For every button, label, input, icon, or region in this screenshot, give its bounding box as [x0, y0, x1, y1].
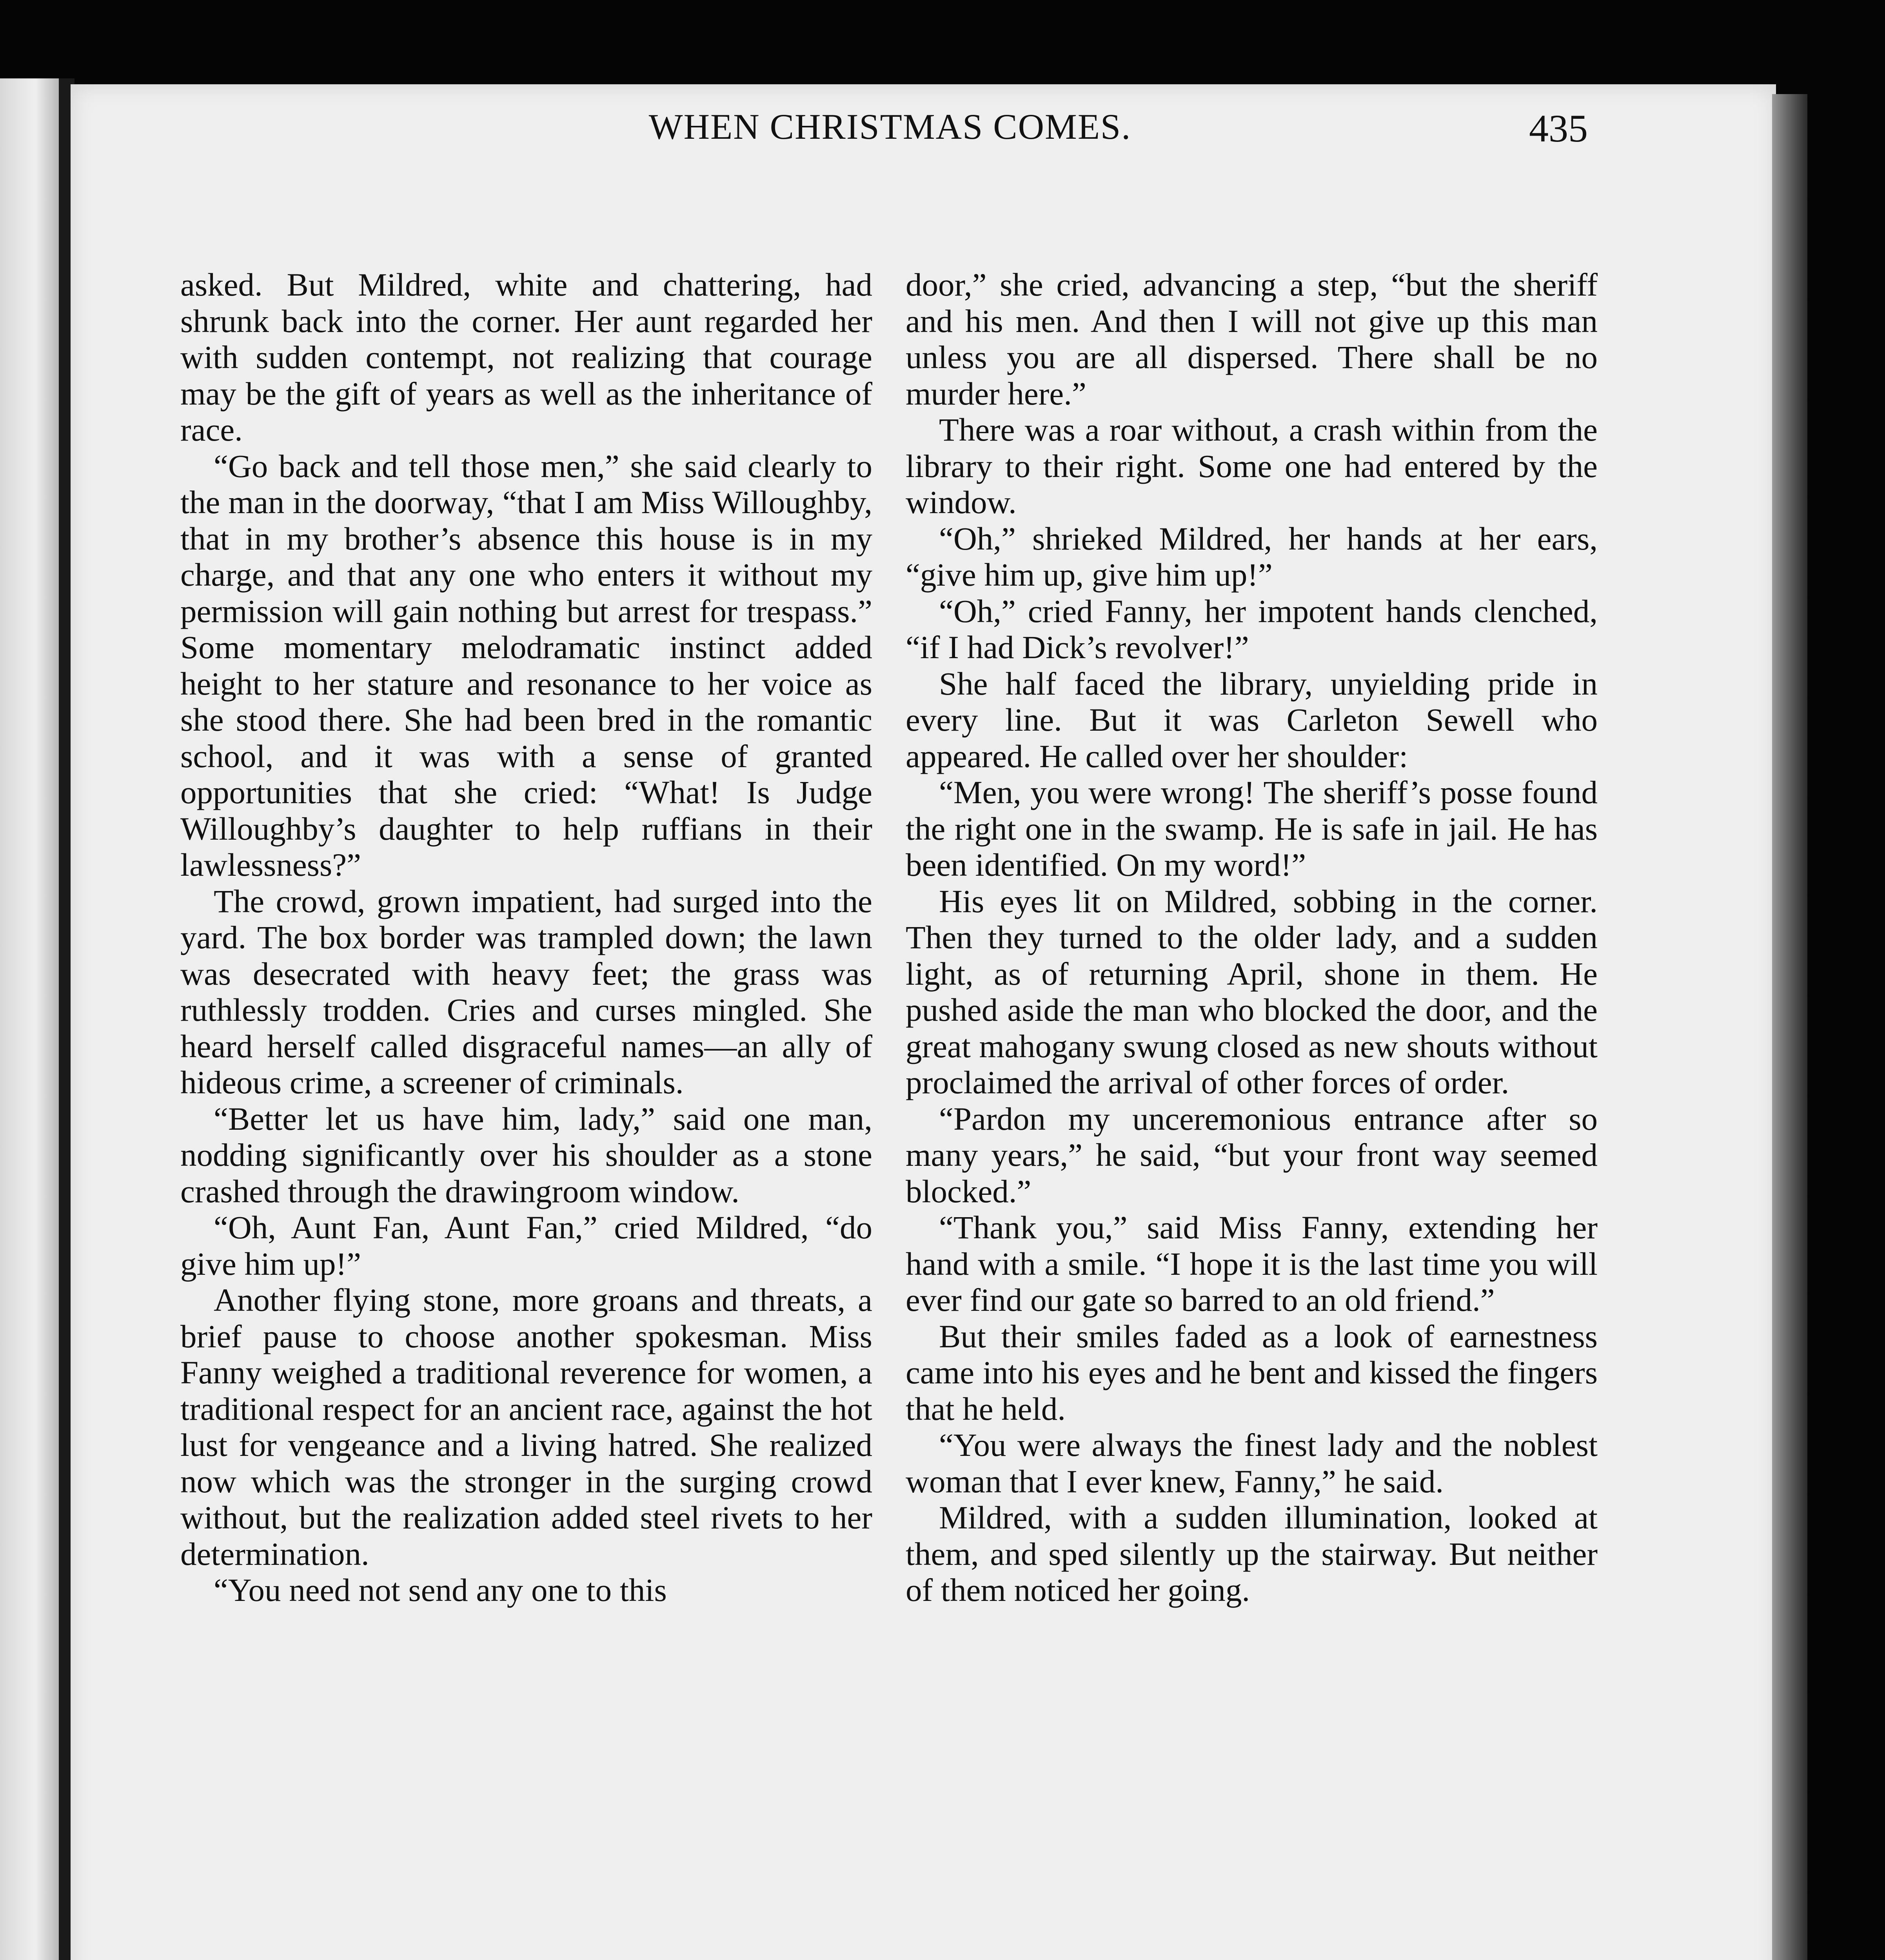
running-head: WHEN CHRISTMAS COMES. — [648, 107, 1131, 147]
paragraph: His eyes lit on Mildred, sobbing in the corner. Then they turned to the older lady, and a sudden light, as of returning April, shone in them. He pushed aside the man who blocked the door, and the great mahogany swung closed as new shouts without proclaimed the arrival of other forces of order. — [906, 883, 1598, 1100]
paragraph: “Men, you were wrong! The sheriff’s posse found the right one in the swamp. He is safe in jail. He has been identified. On my word!” — [906, 774, 1598, 883]
paragraph: But their smiles faded as a look of earnestness came into his eyes and he bent and kissed the fingers that he held. — [906, 1318, 1598, 1427]
page-edge-shadow — [1772, 94, 1807, 1960]
paragraph: “You need not send any one to this — [214, 1572, 667, 1608]
paragraph: Another flying stone, more groans and threats, a brief pause to choose another spokesman. Miss Fanny weighed a traditional reverence for women, a traditional respect for an ancient race, against the hot lust for vengeance and a living hatred. She realized now which was the stronger in the surging crowd without, but the realization added steel rivets to her determination. — [180, 1282, 872, 1572]
paragraph: “Better let us have him, lady,” said one man, nodding significantly over his shoulder as a stone crashed through the drawingroom window. — [180, 1100, 872, 1209]
paragraph: The crowd, grown impatient, had surged into the yard. The box border was trampled down; the lawn was desecrated with heavy feet; the grass was ruthlessly trodden. Cries and curses mingled. She heard herself called disgraceful names—an ally of hideous crime, a screener of criminals. — [180, 883, 872, 1100]
paragraph: “Pardon my unceremonious entrance after so many years,” he said, “but your front way seemed blocked.” — [906, 1100, 1598, 1209]
paragraph: She half faced the library, unyielding pride in every line. But it was Carleton Sewell who appeared. He called over her shoulder: — [906, 665, 1598, 774]
paragraph: There was a roar without, a crash within from the library to their right. Some one had entered by the window. — [906, 412, 1598, 520]
paragraph: “You were always the finest lady and the noblest woman that I ever knew, Fanny,” he said. — [906, 1427, 1598, 1499]
paragraph: “Go back and tell those men,” she said clearly to the man in the doorway, “that I am Miss Willoughby, that in my brother’s absence this house is in my charge, and that any one who enters it without my permission will gain nothing but arrest for trespass.” Some momentary melodramatic instinct added height to her stature and resonance to her voice as she stood there. She had been bred in the romantic school, and it was with a sense of granted opportunities that she cried: “What! Is Judge Willoughby’s daughter to help ruffians in their lawlessness?” — [180, 448, 872, 883]
paragraph: “Thank you,” said Miss Fanny, extending her hand with a smile. “I hope it is the last time you will ever find our gate so barred to an old friend.” — [906, 1209, 1598, 1318]
story-column-left — [180, 267, 872, 1608]
page-number: 435 — [1529, 107, 1588, 150]
paragraph: “Oh,” cried Fanny, her impotent hands clenched, “if I had Dick’s revolver!” — [906, 593, 1598, 665]
story-column-right — [906, 267, 1598, 1608]
facing-page-edge — [0, 78, 59, 1960]
paragraph: asked. But Mildred, white and chattering, had shrunk back into the corner. Her aunt regarded her with sudden contempt, not realizing that courage may be the gift of years as well as the inheritance of race. — [180, 267, 872, 448]
paragraph: door,” she cried, advancing a step, “but the sheriff and his men. And then I will not give up this man unless you are all dispersed. There shall be no murder here.” — [906, 267, 1598, 412]
paragraph: Mildred, with a sudden illumination, looked at them, and sped silently up the stairway. But neither of them noticed her going. — [906, 1499, 1598, 1608]
paragraph: “Oh, Aunt Fan, Aunt Fan,” cried Mildred, “do give him up!” — [180, 1209, 872, 1282]
paragraph: “Oh,” shrieked Mildred, her hands at her ears, “give him up, give him up!” — [906, 520, 1598, 593]
